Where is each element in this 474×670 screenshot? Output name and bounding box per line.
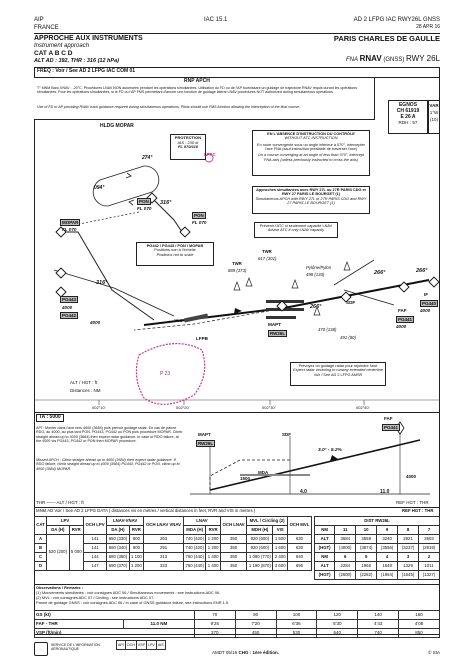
rnp-box bbox=[34, 78, 375, 120]
sub-da: DA (H) bbox=[47, 526, 69, 535]
pg-box-en: Positions not to scale bbox=[156, 251, 194, 257]
profile-sdf: SDF bbox=[282, 432, 291, 437]
fix-pon-fl: FL 070 bbox=[137, 206, 152, 211]
fix-pg440-alt: 4000 bbox=[420, 308, 431, 313]
vsp-label: VSP (ft/min) bbox=[35, 629, 195, 638]
table-row: (HGT) (4000) (3874) (3556) (3237) (2919) bbox=[315, 544, 440, 553]
sub-rvr-2: RVR bbox=[129, 526, 143, 535]
legend-ias: IAS bbox=[156, 641, 165, 650]
hdg-266-c: 266° bbox=[310, 304, 322, 310]
mapt-dist: ← 15.1 bbox=[168, 318, 183, 323]
col-lpv: LPV bbox=[47, 517, 84, 526]
fix-symbols bbox=[56, 193, 439, 311]
rnp-title: RNP APCH bbox=[184, 78, 210, 84]
table-row: ALT 2284 1966 1648 1329 1011 bbox=[315, 562, 440, 571]
groundspeed-table bbox=[34, 610, 440, 638]
remarks bbox=[36, 586, 436, 606]
fix-pg441: PG441 bbox=[398, 317, 413, 322]
egnos-rdh: RDH : 57 bbox=[398, 120, 418, 126]
dist-title: DIST RW26L bbox=[315, 517, 440, 526]
scale-ticks bbox=[99, 400, 364, 405]
fix-mapt: MAPT bbox=[268, 322, 282, 327]
radar-box-en: Expect radar vectoring to runway extended centerline bbox=[293, 368, 383, 373]
page-title: APPROCHE AUX INSTRUMENTS bbox=[34, 35, 143, 42]
profile-rw26l: RW26L bbox=[198, 441, 214, 446]
faf-thr-dist: 11.0 NM bbox=[123, 620, 194, 629]
remark-2: (2) MVL : voir consignes ADC 07 / Circling : see instructions ADC 07. bbox=[36, 594, 155, 600]
fix-pg442: PG442 bbox=[62, 313, 77, 318]
profile-faf: FAF bbox=[384, 416, 393, 421]
col-och-mvl: OCH MVL bbox=[287, 517, 311, 535]
api-notes: API : Monter dans l'axe vers 4000 (3684) puis prévoir guidage radar. En cas de panne RDO, au 4000, au plus tard PON, PG443, PG442 ou PON puis procédure MOPAR. Climb straight ahead up to 4000 (3684) then expect radar guidance. In case of RDO failure, at the 4000 via PG443, PG442 or PON then MOPAR procedure. bbox=[36, 426, 183, 444]
legend-lpv: LPV bbox=[147, 641, 157, 650]
alt-ad: ALT AD : 392, THR : 316 (12 hPa) bbox=[34, 58, 119, 64]
profile-dist-right: 11.0 bbox=[380, 489, 390, 495]
col-lnav-vnav: LNAV-VNAV bbox=[107, 517, 144, 526]
profile-slope: 3.0° - 5.2% bbox=[318, 448, 342, 453]
scale-tick-1: 002°10' bbox=[92, 405, 106, 410]
obs-twr: TWR bbox=[232, 261, 242, 266]
table-row: GS (kt) 70 90 100 120 140 160 bbox=[35, 611, 440, 620]
gnss-label: (GNSS) bbox=[383, 57, 405, 63]
hdg-266-a: 266° bbox=[374, 270, 386, 276]
rnav-label: RNAV bbox=[359, 54, 382, 63]
hdg-316-a: 316° bbox=[160, 200, 172, 206]
table-row: A 520 (200) 5 000 141 650 (330) 800 263 740 (420) 1 200 350 920 (600) 1 500 630 bbox=[35, 535, 312, 544]
fix-lfpb: LFPB bbox=[196, 336, 208, 341]
sub-rvr: RVR bbox=[69, 526, 83, 535]
fix-pg442-alt: 4000 bbox=[90, 320, 101, 325]
legend-och: OCH bbox=[125, 641, 136, 650]
radar-box bbox=[290, 362, 386, 386]
table-row: FAF - THR 11.0 NM 9'26 7'20 6'36 5'30 4'43 4'08 bbox=[35, 620, 440, 629]
category: CAT A B C D bbox=[34, 50, 73, 57]
rnp-text-fr: T° MNM Baro-VNAV : -20°C. Procédures LNAV NON autorisées pendant les opérations simultanées. Utilisation du FD ou de l'AP fournissant un guidage de trajectoire RNAV requis durant les opérations simultanées. Pour les opérations simultanées, si le FD ou l'AP FMS permettant d'ancrer une fonction de guidage latéral LNAV procédures NOT authorized during simultaneous operations. bbox=[37, 86, 358, 95]
profile-thr-label: THR —— ALT / HGT : ft bbox=[36, 500, 84, 505]
copyright: © SIA bbox=[428, 650, 440, 655]
missed-notes: Missed APCH : Climb straight ahead up to 4000 (3684) then expect radar guidance. If RDO failure, climb straight ahead up to 4000 (3684) PG443, PG442 or PON, climb up to 4000 (3684) MOPAR. bbox=[36, 458, 180, 471]
protection-title: PROTECTION bbox=[174, 135, 202, 140]
sia-label: SERVICE DE L'INFORMATION AÉRONAUTIQUE bbox=[51, 643, 100, 652]
obs-pylon-alt1: 498 (130) bbox=[306, 272, 325, 277]
lfpb-runway bbox=[184, 314, 208, 323]
holding-leg bbox=[74, 212, 139, 225]
protection-ias: IAS : 230 kt bbox=[177, 139, 199, 145]
hold-outbound: 094° bbox=[94, 185, 105, 191]
simultaneous-box bbox=[252, 186, 370, 214]
obs-pylon-alt3: 491 (80) bbox=[340, 335, 357, 340]
fix-pg443-alt: 4000 bbox=[62, 305, 73, 310]
fna-label: FNA bbox=[345, 57, 358, 63]
egnos-title: EGNOS bbox=[398, 102, 418, 108]
protection-fl: FL 070/110 bbox=[177, 144, 199, 150]
aip-label: AIP bbox=[34, 17, 44, 23]
missed-track bbox=[134, 310, 274, 330]
egnos-e: E 26 A bbox=[400, 113, 416, 120]
sia-logo bbox=[34, 642, 48, 656]
sub-rvr-3: RVR bbox=[206, 526, 220, 535]
fix-pon: PON bbox=[139, 199, 149, 204]
col-lnav: LNAV bbox=[183, 517, 220, 526]
fix-faf: FAF bbox=[398, 308, 407, 313]
fix-mopar-fl: FL 070 bbox=[62, 227, 77, 232]
table-row: B 141 660 (340) 900 291 740 (420) 1 200 350 920 (600) 1 600 630 bbox=[35, 544, 312, 553]
airport-name: PARIS CHARLES DE GAULLE bbox=[333, 34, 440, 43]
legend-table bbox=[116, 640, 166, 650]
profile-alt-1500: 1500 bbox=[240, 476, 251, 481]
mnm-ref: REF HGT : THR bbox=[402, 508, 434, 513]
radar-box-fr: Prévoyez un guidage radar pour rejoindre l'axe bbox=[298, 364, 378, 368]
table-row: NM 11 10 9 8 7 bbox=[315, 526, 440, 535]
scale-tick-4: 002°40' bbox=[356, 405, 370, 410]
table-row: C 144 680 (360) 1 100 313 760 (440) 1 400 350 1 090 (770) 2 400 640 bbox=[35, 553, 312, 562]
legend-vsp: VSP bbox=[136, 641, 146, 650]
date: 28 APR 16 bbox=[416, 24, 440, 30]
table-row: (HGT) (2600) (2282) (1964) (1645) (1327) bbox=[315, 571, 440, 580]
protection-box bbox=[170, 134, 206, 160]
col-och-lnav: OCH LNAV bbox=[220, 517, 246, 535]
profile-mda: MDA bbox=[258, 470, 269, 475]
fix-pon-bottom-fl: FL 070 bbox=[192, 220, 207, 225]
table-row: D 147 690 (370) 1 200 323 760 (440) 1 400 350 1 190 (870) 3 600 695 bbox=[35, 562, 312, 571]
profile-dist-left: 4.0 bbox=[300, 489, 307, 495]
hold-inbound: 274° bbox=[142, 155, 153, 161]
simul-box-en: Simultaneous APCH with RWY 27L or 27R PARIS CDG and RWY 27 PARIS LE BOURGET (1) bbox=[255, 196, 367, 206]
fix-mopar: MOPAR bbox=[62, 220, 79, 225]
amdt bbox=[212, 650, 279, 655]
minima-table: CAT LPV OCH LPV LNAV-VNAV OCH LNAV VNAV LNAV OCH LNAV MVL / Circling (2) OCH MVL DA (H) RVR DA (H) RVR MDA (H) RVR MDH (H) VIS A 520 (200) 5 000 141 650 (330) 800 263 740 (420) 1 200 350 920 (600) 1 500 630 B 141 660 (340) 900 291 740 (420) 1 200 350 920 (600) 1 600 630 C 144 680 (360) 1 100 313 760 (440) 1 400 350 1 090 (770) 2 400 640 D 147 690 (370) 1 200 323 760 (440) 1 400 350 1 190 (870) 3 600 695 bbox=[34, 516, 312, 571]
scale-tick-2: 002°20' bbox=[176, 405, 190, 410]
obs-pylon-alt2: 470 (138) bbox=[318, 327, 337, 332]
legend-api: API bbox=[117, 641, 126, 650]
atc-box-title: EN L'ABSENCE D'INSTRUCTION DU CONTRÔLE bbox=[267, 132, 355, 136]
sub-da-2: DA (H) bbox=[107, 526, 129, 535]
var-title: VAR bbox=[429, 103, 439, 108]
sub-vis: VIS bbox=[273, 526, 287, 535]
simul-box-fr: Approches simultanées avec RWY 27L ou 27R PARIS CDG et RWY 27 PARIS LE BOURGET (1) bbox=[256, 188, 366, 197]
obs-twr-alt: 889 (373) bbox=[228, 268, 247, 273]
footer bbox=[34, 640, 440, 662]
obs-twr2-alt: 617 (301) bbox=[258, 256, 277, 261]
amdt-label: AMDT 05/16 bbox=[212, 650, 238, 655]
atc-box-en: On a course converging at an angle of less than 070°, intercept FNA axis (unless previously instructed to cross the axis) bbox=[257, 153, 365, 162]
obs-pylon: Pylône/Pylon bbox=[306, 265, 332, 270]
ta-label: TA : 5000 bbox=[36, 414, 64, 422]
sub-mda: MDA (H) bbox=[183, 526, 205, 535]
freq-line: FREQ : Voir / See AD 2 LFPG IAC COM 01 bbox=[37, 68, 136, 74]
sub-mdh: MDH (H) bbox=[247, 526, 273, 535]
fix-pg441-alt: 4000 bbox=[396, 324, 407, 329]
fix-pg443: PG443 bbox=[62, 297, 77, 302]
lfpg-runways bbox=[266, 300, 304, 319]
profile-pg441: PG441 bbox=[384, 425, 399, 430]
profile-ref-hgt: REF HGT : THR bbox=[396, 500, 429, 505]
country-label: FRANCE bbox=[34, 25, 59, 31]
profile-alt-4000: 4000 bbox=[406, 474, 417, 479]
fix-sdf: SDF bbox=[346, 300, 356, 305]
faf-thr-label: FAF - THR bbox=[35, 620, 124, 629]
pg-positions-box bbox=[136, 242, 214, 266]
distance-table bbox=[314, 516, 440, 580]
scale-tick-3: 002°30' bbox=[262, 405, 276, 410]
egnos-ch: CH 61919 bbox=[396, 107, 420, 114]
atc-box-fr: En route convergente sous un angle inférieur à 070°, intercepter l'axe FNA (sauf instruction préalable de traverser l'axe) bbox=[257, 142, 365, 152]
pg-box-fr: Positions non à l'échelle bbox=[154, 247, 196, 253]
table-row: ALT 3684 3558 3240 2921 2603 bbox=[315, 535, 440, 544]
fix-if: IF bbox=[424, 292, 429, 297]
chg-label: CHG : 1ère édition. bbox=[238, 650, 279, 655]
page-title-en: Instrument approach bbox=[34, 43, 90, 49]
radar-box-ref: Voir / See AD 2 LFPG AMSR bbox=[313, 372, 363, 377]
lnav-box-fr: Prévenir l'ATC si seulement capacité LNAV bbox=[259, 224, 333, 228]
remarks-title: Observations / Remarks : bbox=[36, 585, 83, 590]
table-row: NM 6 5 4 3 2 bbox=[315, 553, 440, 562]
holding-title: HLDG MOPAR bbox=[100, 123, 134, 129]
lnav-box-en: Advise ATC if only LNAV capacity bbox=[267, 228, 325, 233]
rwy-label: RWY 26L bbox=[406, 54, 440, 63]
ad-ref: AD 2 LFPG IAC RWY26L GNSS bbox=[353, 17, 440, 23]
remark-3: Panne de guidage GNSS : voir consignes ADC 06 / In case of GNSS guidance failure, see instructions ENR 1.5. bbox=[36, 599, 230, 605]
scale-dist-label: Distances : NM bbox=[70, 388, 101, 393]
rnp-text-en: Use of FD or AP providing RNAV track guidance required during simultaneous operations. Pilots should use FMS function allowing the interception of the final course. bbox=[37, 105, 301, 109]
var-year: (10) bbox=[429, 117, 438, 123]
fix-pon-bottom: PON bbox=[194, 213, 204, 218]
pg-box-title: PG442 / PG443 / PON / MOPAR bbox=[146, 243, 204, 248]
remark-1: (1) Mouvements simultanés : voir consignes ADC 06 / Simultaneous movements : see instructions ADC 06. bbox=[36, 589, 221, 595]
p23-label: P 23 bbox=[160, 371, 171, 377]
atc-instruction-box bbox=[252, 130, 370, 176]
profile-view bbox=[180, 416, 440, 508]
col-och-lpv: OCH LPV bbox=[84, 517, 107, 535]
scale-alt-label: ALT / HGT : ft bbox=[70, 380, 98, 385]
col-mvl: MVL / Circling (2) bbox=[247, 517, 288, 526]
obs-twr2: TWR bbox=[262, 249, 272, 254]
profile-mapt: MAPT bbox=[198, 432, 211, 437]
mnm-title: MNM AD Voir / See AD 2 LFPG DATA ( distances vis en mètres / vertical distances in feet, RVR and VIS in metres ) bbox=[36, 508, 256, 513]
hdg-316-b: 316° bbox=[96, 280, 108, 286]
p23-zone bbox=[136, 344, 204, 405]
fix-pg440: PG440 bbox=[422, 301, 437, 306]
procedure-name bbox=[346, 54, 440, 64]
chart-id: IAC 15.1 bbox=[204, 17, 228, 23]
table-row: VSP (ft/min) 370 450 530 640 740 850 bbox=[35, 629, 440, 638]
lfpc-label: LFPC bbox=[204, 152, 216, 157]
gs-label: GS (kt) bbox=[35, 611, 195, 620]
fix-mapt-rwy: RW26L bbox=[270, 331, 286, 336]
lnav-box bbox=[254, 222, 338, 238]
var-value: 1°W bbox=[429, 110, 439, 116]
hdg-266-b: 266° bbox=[416, 268, 428, 274]
atc-box-title-en: WITHOUT ATC INSTRUCTION bbox=[284, 136, 338, 141]
col-och-lnav-vnav: OCH LNAV VNAV bbox=[144, 517, 184, 535]
